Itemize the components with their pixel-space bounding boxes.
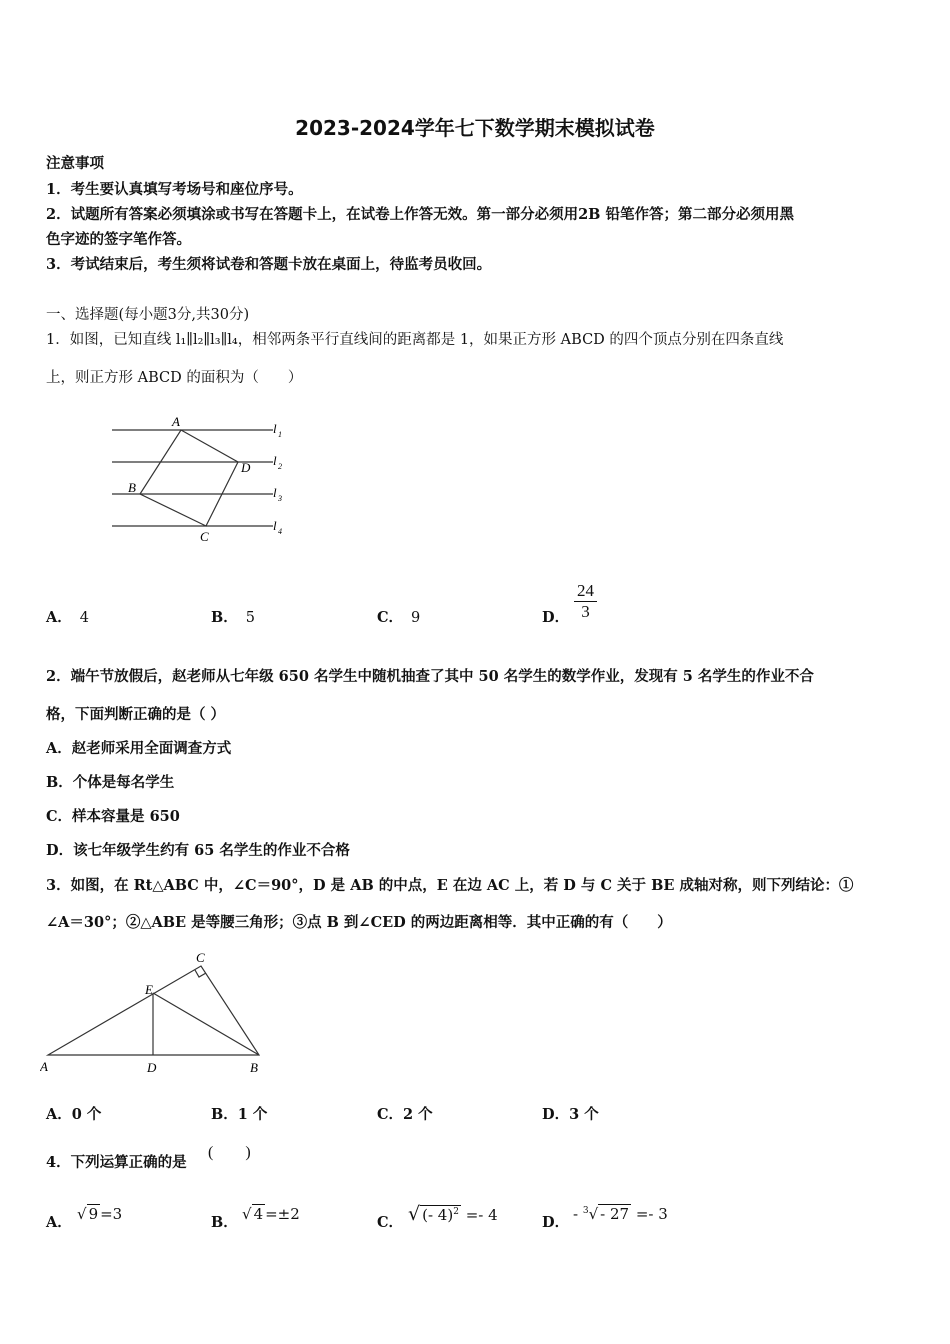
square-abcd — [140, 430, 238, 526]
q4-option-a-letter[interactable]: A． — [46, 1214, 72, 1231]
q4-option-d-letter[interactable]: D． — [542, 1214, 570, 1231]
q3-stem-line2: ∠A＝30°；②△ABE 是等腰三角形；③点 B 到∠CED 的两边距离相等．其中正确的有（ ） — [46, 914, 672, 931]
q1-option-d-fraction: $\frac{24}{3}$ — [574, 581, 597, 622]
q1-option-b[interactable]: B． 5 — [211, 609, 255, 626]
q2-option-c[interactable]: C．样本容量是 650 — [46, 808, 180, 825]
label-c: C — [196, 950, 205, 965]
sqrt-icon: √ — [77, 1205, 87, 1223]
q3-stem-line1: 3．如图，在 Rt△ABC 中，∠C＝90°，D 是 AB 的中点，E 在边 AC 上，若 D 与 C 关于 BE 成轴对称，则下列结论：① — [46, 877, 854, 894]
q2-option-a[interactable]: A．赵老师采用全面调查方式 — [46, 740, 232, 757]
notice-item: 3．考试结束后，考生须将试卷和答题卡放在桌面上，待监考员收回。 — [46, 256, 492, 273]
q3-option-b[interactable]: B．1 个 — [211, 1106, 268, 1123]
label-b: B — [128, 480, 136, 495]
q4-option-b-letter[interactable]: B． — [211, 1214, 238, 1231]
label-l2: l — [273, 453, 277, 468]
label-a: A — [40, 1059, 48, 1074]
q1-option-a[interactable]: A． 4 — [46, 609, 89, 626]
label-l4: l — [273, 518, 277, 533]
q4-option-d-expr: - $^3$√ - 27 =- 3 — [573, 1205, 668, 1223]
label-e: E — [145, 982, 153, 997]
sqrt-icon: √ — [242, 1205, 252, 1223]
notice-item: 1．考生要认真填写考场号和座位序号。 — [46, 181, 303, 198]
q2-option-d[interactable]: D．该七年级学生约有 65 名学生的作业不合格 — [46, 842, 350, 859]
label-l1-sub: 1 — [278, 430, 282, 439]
segment-eb — [153, 993, 259, 1055]
q4-option-c-letter[interactable]: C． — [377, 1214, 404, 1231]
label-d: D — [147, 1060, 157, 1075]
q4-option-a-expr: √ 9 =3 — [77, 1205, 123, 1223]
section-heading: 一、选择题(每小题3分,共30分) — [46, 307, 250, 323]
q4-option-b-expr: √ 4 =±2 — [242, 1205, 300, 1223]
label-d: D — [241, 460, 251, 475]
label-l3-sub: 3 — [278, 494, 282, 503]
q2-option-b[interactable]: B．个体是每名学生 — [46, 774, 175, 791]
q1-option-d[interactable]: D． — [542, 609, 570, 626]
notice-item: 色字迹的签字笔作答。 — [46, 231, 191, 248]
label-c: C — [200, 529, 209, 544]
q3-option-a[interactable]: A．0 个 — [46, 1106, 102, 1123]
q2-stem-line1: 2．端午节放假后，赵老师从七年级 650 名学生中随机抽查了其中 50 名学生的数学作业，发现有 5 名学生的作业不合 — [46, 668, 814, 685]
label-l4-sub: 4 — [278, 527, 282, 536]
q2-stem-line2: 格，下面判断正确的是（ ） — [46, 706, 226, 723]
q1-option-c[interactable]: C． 9 — [377, 609, 421, 626]
cube-root-icon: √ — [588, 1205, 599, 1223]
notice-heading: 注意事项 — [46, 155, 104, 172]
q4-option-c-expr: √ (- 4)$^2$ =- 4 — [408, 1203, 498, 1225]
page-title: 2023-2024学年七下数学期末模拟试卷 — [295, 116, 655, 140]
sqrt-icon: √ — [408, 1203, 421, 1225]
q3-figure — [40, 946, 280, 1081]
q3-option-c[interactable]: C．2 个 — [377, 1106, 433, 1123]
q4-stem: 4．下列运算正确的是 — [46, 1154, 187, 1171]
q4-answer-paren: ( ) — [208, 1144, 251, 1161]
notice-item: 2．试题所有答案必须填涂或书写在答题卡上，在试卷上作答无效。第一部分必须用2B 铅笔作答；第二部分必须用黑 — [46, 206, 794, 223]
q3-option-d[interactable]: D．3 个 — [542, 1106, 599, 1123]
label-b: B — [250, 1060, 258, 1075]
q1-figure — [105, 410, 305, 550]
label-l1: l — [273, 421, 277, 436]
label-l2-sub: 2 — [278, 462, 282, 471]
label-a: A — [172, 414, 180, 429]
label-l3: l — [273, 485, 277, 500]
q1-stem-line1: 1．如图，已知直线 l₁∥l₂∥l₃∥l₄，相邻两条平行直线间的距离都是 1，如果正方形 ABCD 的四个顶点分别在四条直线 — [46, 332, 784, 348]
q1-stem-line2: 上，则正方形 ABCD 的面积为（ ） — [46, 370, 303, 386]
